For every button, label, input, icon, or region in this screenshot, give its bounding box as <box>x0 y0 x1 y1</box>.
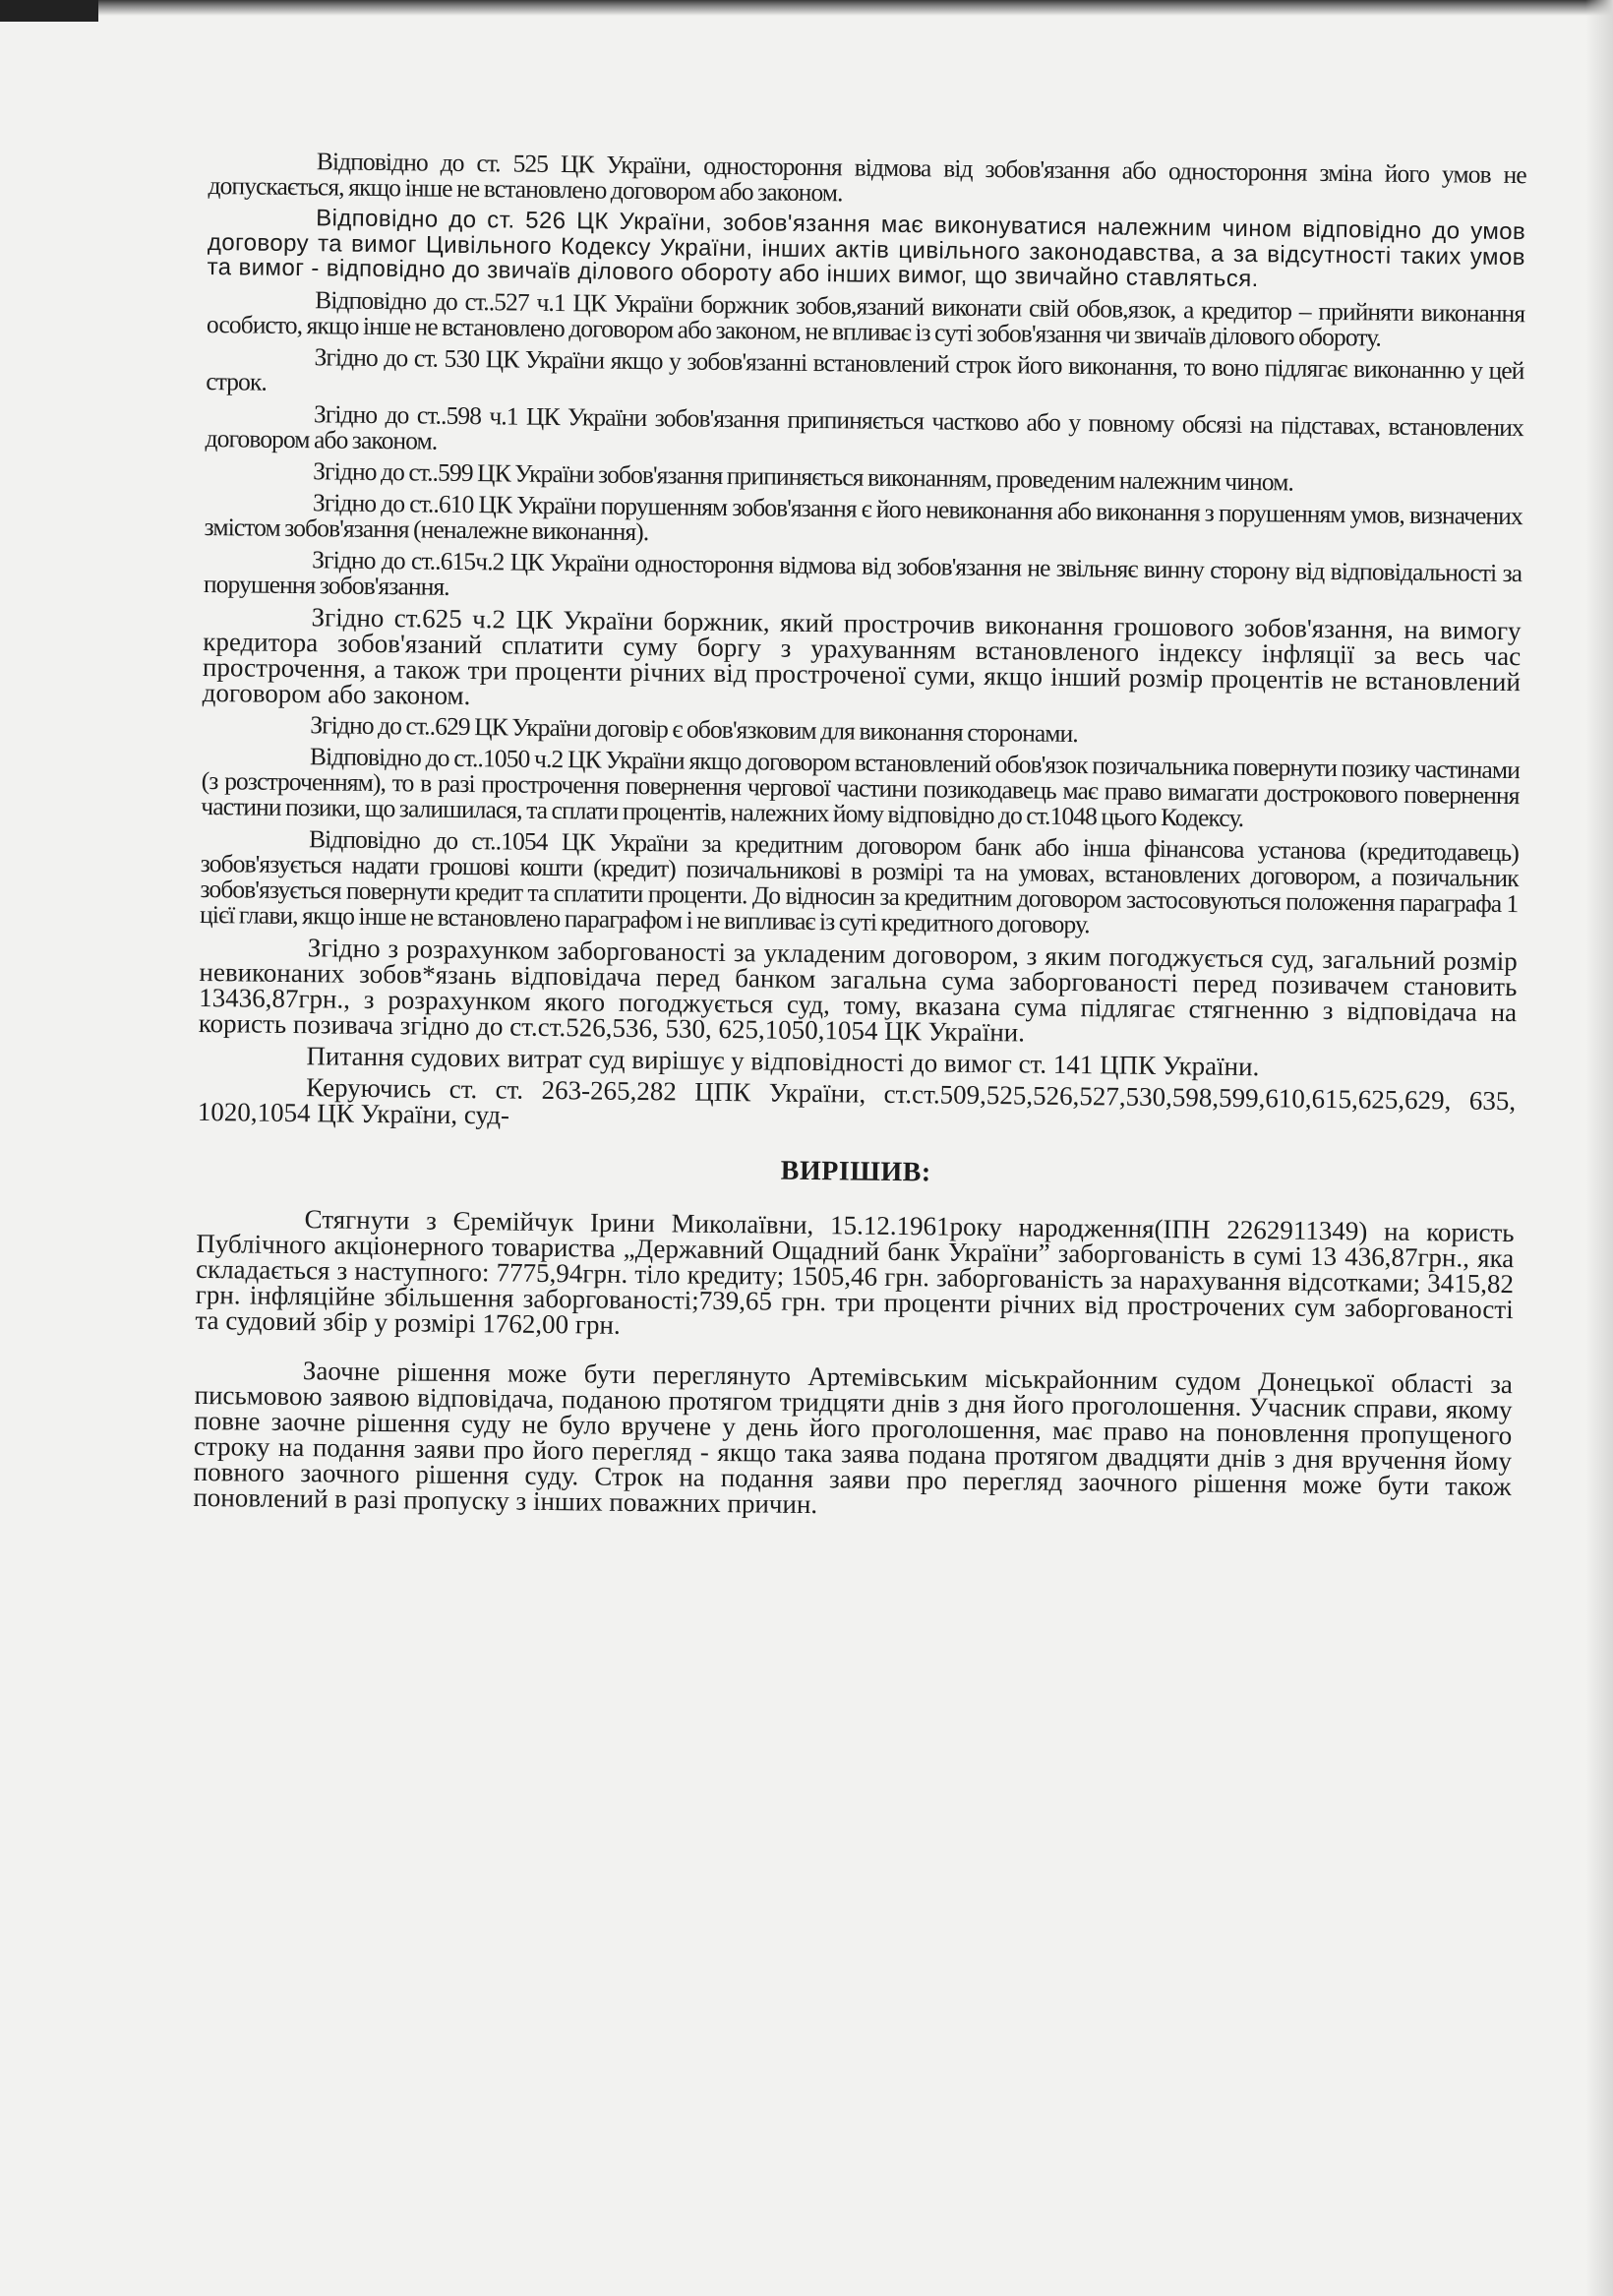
paragraph-debt-calculation: Згідно з розрахунком заборгованості за укладеним договором, з яким погоджується суд, загальний розмір невиконаних зобов*язань відповідача перед банком загальна сума заборгованості перед позивачем становить 13436,87грн., з розрахунком якого погоджується суд, тому, вказана сума підлягає стягненню з відповідача на користь позивача згідно до ст.ст.526,536, 530, 625,1050,1054 ЦК України. <box>198 932 1518 1047</box>
paragraph-appeal-procedure: Заочне рішення може бути переглянуто Артемівським міськрайонним судом Донецької області за письмовою заявою відповідача, поданою протягом тридцяти днів з дня його проголошення. Учасник справи, якому повне заочне рішення суду не було вручене у день його проголошення, має право на поновлення пропущеного строку на подання заяви про його перегляд - якщо така заява подана протягом двадцяти днів з дня вручення йому повного заочного рішення суду. Строк на подання заяви про перегляд заочного рішення може бути також поновлений в разі пропуску з інших поважних причин. <box>193 1355 1513 1519</box>
document-page <box>193 148 1526 1531</box>
paragraph-ruling: Стягнути з Єремійчук Ірини Миколаївни, 15.12.1961року народження(ІПН 2262911349) на користь Публічного акціонерного товариства „Державний Ощадний банк України” заборгованість в сумі 13 436,87грн., яка складається з наступного: 7775,94грн. тіло кредиту; 1505,46 грн. заборгованість за нарахування відсотками; 3415,82 грн. інфляційне збільшення заборгованості;739,65 грн. три проценти річних від прострочених сум заборгованості та судовий збір у розмірі 1762,00 грн. <box>195 1203 1515 1340</box>
paragraph-art-1054: Відповідно до ст..1054 ЦК України за кредитним договором банк або інша фінансова установа (кредитодавець) зобов'язується надати грошові кошти (кредит) позичальникові в розмірі та на умовах, встановлених договором, а позичальник зобов'язується повернути кредит та сплатити проценти. До відносин за кредитним договором застосовуються положення параграфа 1 цієї глави, якщо інше не встановлено параграфом і не випливає із суті кредитного договору. <box>199 823 1520 938</box>
paragraph-art-610: Згідно до ст..610 ЦК України порушенням зобов'язання є його невиконання або виконання з порушенням умов, визначених змістом зобов'язання (неналежне виконання). <box>204 487 1523 546</box>
paragraph-art-527: Відповідно до ст..527 ч.1 ЦК України боржник зобов,язаний виконати свій обов,язок, а кредитор – прийняти виконання особисто, якщо інше не встановлено договором або законом, не впливає із суті зобов'язання чи звичаїв ділового обороту. <box>206 284 1525 352</box>
scan-edge-right <box>1585 0 1613 2296</box>
paragraph-art-526: Відповідно до ст. 526 ЦК України, зобов'язання має виконуватися належним чином відповідно до умов договору та вимог Цивільного Кодексу України, інших актів цивільного законодавства, а за відсутності таких умов та вимог - відповідно до звичаїв ділового обороту або інших вимог, що звичайно ставляться. <box>207 205 1526 293</box>
paragraph-art-629: Згідно до ст..629 ЦК України договір є обов'язковим для виконання сторонами. <box>310 709 1079 748</box>
paragraph-court-costs: Питання судових витрат суд вирішує у відповідності до вимог ст. 141 ЦПК України. <box>306 1040 1260 1081</box>
scan-edge-top <box>0 0 1613 16</box>
paragraph-art-525: Відповідно до ст. 525 ЦК України, одностороння відмова від зобов'язання або одностороння зміна його умов не допускається, якщо інше не встановлено договором або законом. <box>208 147 1526 208</box>
paragraph-art-598: Згідно до ст..598 ч.1 ЦК України зобов'язання припиняється частково або у повному обсязі на підставах, встановлених договором або законом. <box>205 398 1524 455</box>
decision-heading: ВИРІШИВ: <box>780 1155 931 1187</box>
paragraph-art-615: Згідно до ст..615ч.2 ЦК України одностороння відмова від зобов'язання не звільняє винну сторону від відповідальності за порушення зобов'язання. <box>203 544 1523 601</box>
paragraph-guided-by: Керуючись ст. ст. 263-265,282 ЦПК України, ст.ст.509,525,526,527,530,598,599,610,615,625,629, 635, 1020,1054 ЦК України, суд- <box>197 1071 1517 1130</box>
paragraph-art-625: Згідно ст.625 ч.2 ЦК України боржник, який прострочив виконання грошового зобов'язання, на вимогу кредитора зобов'язаний сплатити суму боргу з урахуванням встановленого індексу інфляції за весь час прострочення, а також три проценти річних від простроченої суми, якщо інший розмір процентів не встановлений договором або законом. <box>202 601 1522 710</box>
scan-edge-left <box>0 0 98 22</box>
paragraph-art-599: Згідно до ст..599 ЦК України зобов'язання припиняється виконанням, проведеним належним чином. <box>313 455 1294 497</box>
paragraph-art-530: Згідно до ст. 530 ЦК України якщо у зобов'язанні встановлений строк його виконання, то воно підлягає виконанню у цей строк. <box>206 341 1524 396</box>
paragraph-art-1050: Відповідно до ст..1050 ч.2 ЦК України якщо договором встановлений обов'язок позичальника повернути позику частинами (з розстроченням), то в разі прострочення повернення чергової частини позикодавець має право вимагати дострокового повернення частини позики, що залишилася, та сплати процентів, належних йому відповідно до ст.1048 цього Кодексу. <box>201 741 1521 832</box>
